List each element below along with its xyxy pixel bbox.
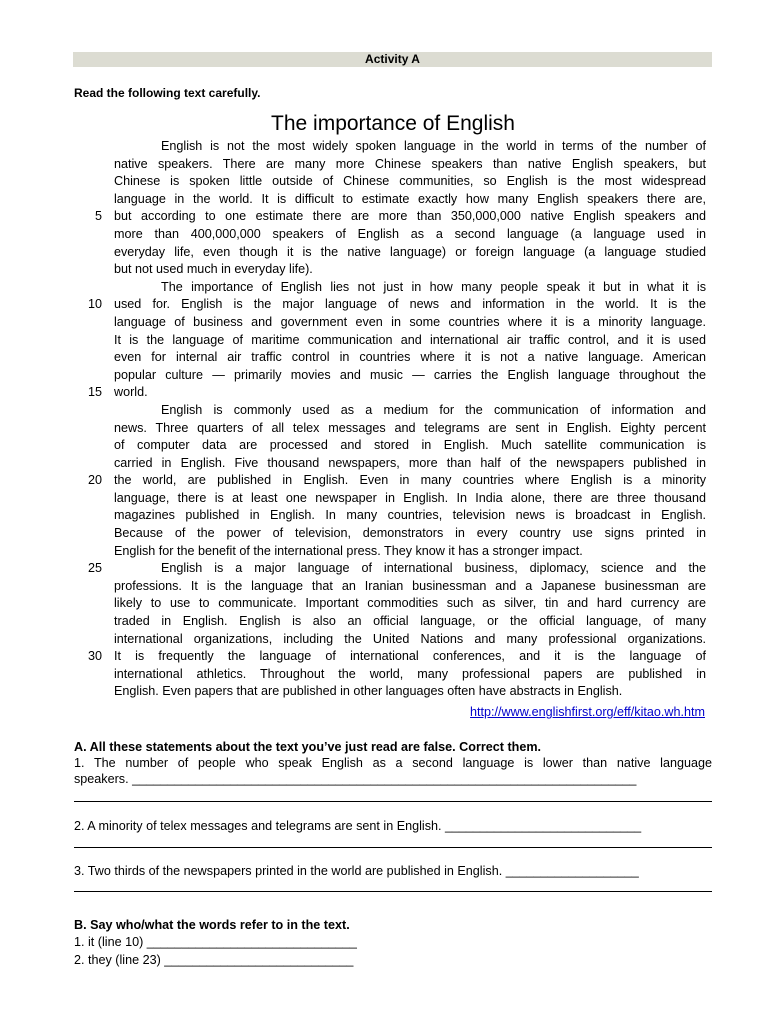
article-line: used for. English is the major language of news and information in the world. It is the (114, 297, 706, 312)
article-line: native speakers. There are many more Chinese speakers than native English speakers, but (114, 156, 706, 171)
article-line: English is not the most widely spoken language in the world in terms of the number of (161, 139, 706, 153)
activity-header-bar (73, 52, 712, 67)
article-line: magazines published in English. In many countries, television news is broadcast in English. (114, 508, 706, 523)
question-a1-line1: 1. The number of people who speak English as a second language is lower than native language (74, 756, 712, 770)
article-line: English is a major language of international business, diplomacy, science and the (161, 561, 706, 576)
article-line: English. Even papers that are published in other languages often have abstracts in English. (114, 684, 623, 699)
article-line: the world, are published in English. Even in many countries where English is a minority (114, 473, 706, 488)
question-a2: 2. A minority of telex messages and telegrams are sent in English. ____________________________ (74, 819, 642, 833)
article-title: The importance of English (271, 112, 515, 135)
article-line: popular culture — primarily movies and music — carries the English language throughout the (114, 367, 706, 382)
section-a-heading: A. All these statements about the text you’ve just read are false. Correct them. (74, 740, 542, 754)
article-line: The importance of English lies not just in how many people speak it but in what it is (161, 279, 706, 294)
article-line: international organizations, including the United Nations and many professional organizations. (114, 631, 706, 646)
article-line: professions. It is the language that an Iranian businessman and a Japanese businessman are (114, 578, 706, 593)
article-line: even for internal air traffic control in countries where it is not a native language. American (114, 350, 706, 365)
article-line: English is commonly used as a medium for the communication of information and (161, 402, 706, 417)
source-link[interactable]: http://www.englishfirst.org/eff/kitao.wh.htm (470, 705, 705, 719)
answer-line-a2 (74, 847, 712, 848)
article-line: but not used much in everyday life). (114, 262, 313, 277)
article-line: language, there is at least one newspaper in English. In India alone, there are three thousand (114, 490, 706, 505)
question-a1-line2: speakers. ________________________________________________________________________ (74, 772, 637, 786)
article-line: more than 400,000,000 speakers of English as a second language (a language used in (114, 226, 706, 241)
line-number: 5 (94, 209, 102, 224)
article-body (114, 138, 706, 701)
article-line: news. Three quarters of all telex messages and telegrams are sent in English. Eighty percent (114, 420, 706, 435)
article-line: world. (114, 385, 148, 400)
section-b-heading: B. Say who/what the words refer to in the text. (74, 918, 350, 932)
answer-line-a3 (74, 891, 712, 892)
article-line: of computer data are processed and stored in English. Much satellite communication is (114, 438, 706, 453)
instruction-text: Read the following text carefully. (74, 86, 261, 100)
article-line: everyday life, even though it is the native language) or foreign language (a language studied (114, 244, 706, 259)
article-line: likely to use to communicate. Important commodities such as silver, tin and hard currency are (114, 596, 706, 611)
activity-label: Activity A (365, 52, 420, 66)
line-number: 25 (87, 561, 102, 576)
article-line: language of business and government even in some countries where it is a minority language. (114, 314, 706, 329)
line-number: 10 (87, 297, 102, 312)
article-line: Because of the power of television, demonstrators in every country use signs printed in (114, 526, 706, 541)
line-number: 20 (87, 473, 102, 488)
answer-line-a1 (74, 801, 712, 802)
line-number: 15 (87, 385, 102, 400)
article-line: carried in English. Five thousand newspapers, more than half of the newspapers published in (114, 455, 706, 470)
question-b2: 2. they (line 23) ___________________________ (74, 953, 354, 967)
article-line: English for the benefit of the international press. They know it has a stronger impact. (114, 543, 583, 558)
question-b1: 1. it (line 10) ______________________________ (74, 935, 357, 949)
article-line: traded in English. English is also an official language, or the official language, of many (114, 614, 706, 629)
question-a3: 3. Two thirds of the newspapers printed in the world are published in English. ___________________ (74, 864, 639, 878)
article-line: language in the world. It is difficult to estimate exactly how many English speakers there are, (114, 191, 706, 206)
article-line: Chinese is spoken little outside of Chinese communities, so English is the most widespread (114, 174, 706, 189)
article-line: but according to one estimate there are more than 350,000,000 native English speakers and (114, 209, 706, 224)
line-number: 30 (87, 649, 102, 664)
article-line: It is frequently the language of international conferences, and it is the language of (114, 649, 706, 664)
article-line: It is the language of maritime communication and international air traffic control, and it is used (114, 332, 706, 347)
article-line: international athletics. Throughout the world, many professional papers are published in (114, 666, 706, 681)
